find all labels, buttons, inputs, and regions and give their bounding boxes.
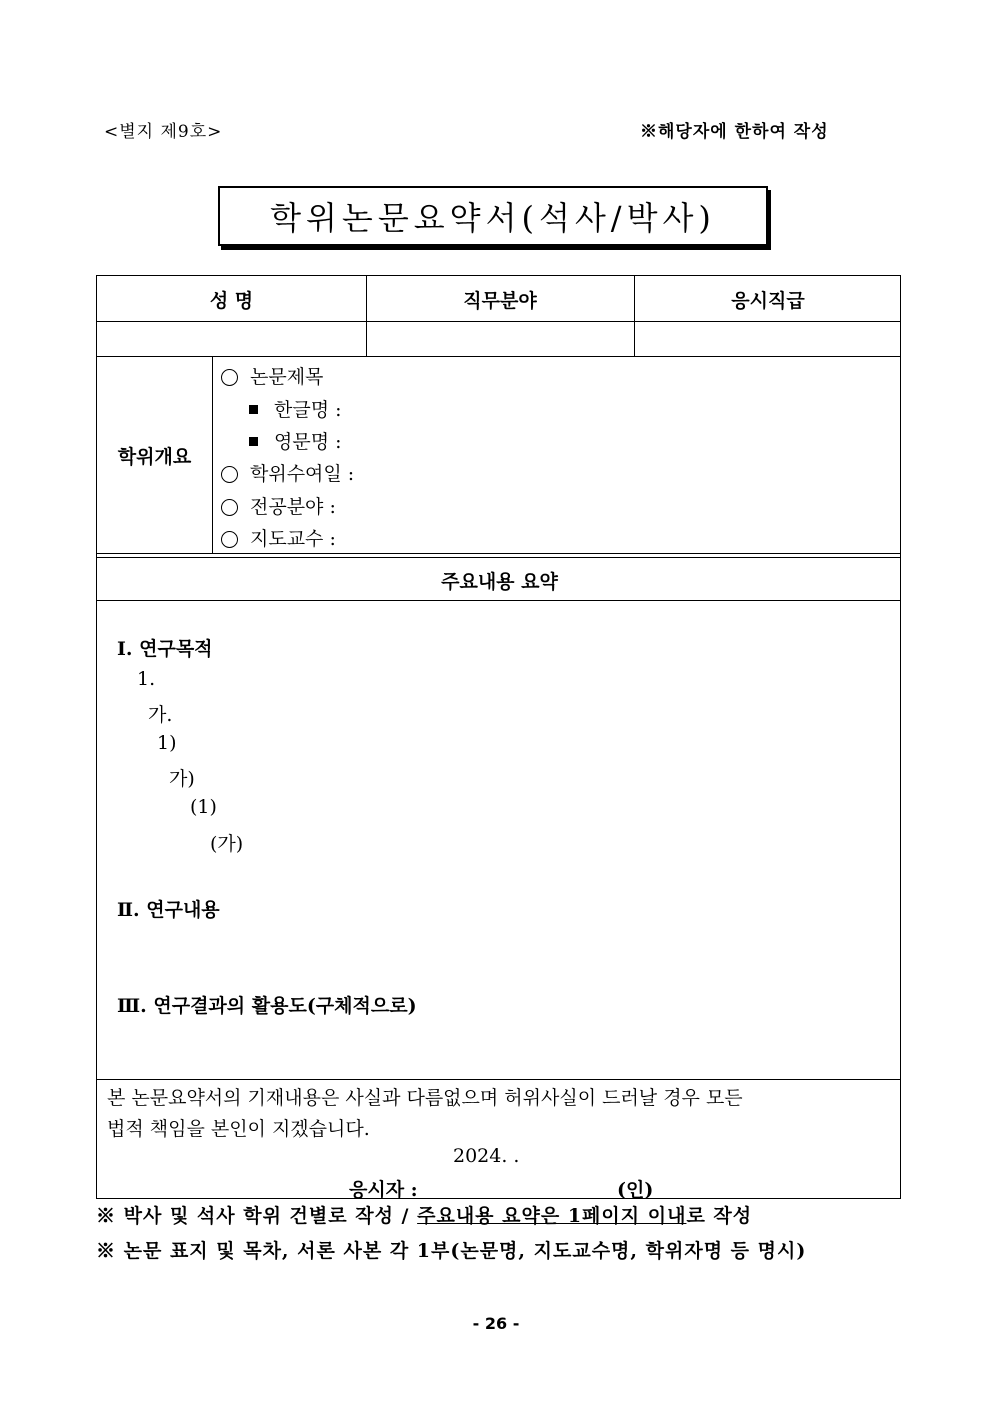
english-title-item: 영문명 :: [249, 427, 342, 454]
divider: [97, 356, 900, 357]
section-1-heading: Ⅰ. 연구목적: [117, 638, 213, 660]
grade-input-cell[interactable]: [635, 322, 901, 356]
outline-level-2: 가.: [148, 704, 173, 726]
name-input-cell[interactable]: [97, 322, 365, 356]
square-bullet-icon: [249, 405, 258, 414]
degree-date-item: 학위수여일 :: [221, 459, 354, 486]
footnote-1: ※ 박사 및 석사 학위 건별로 작성 / 주요내용 요약은 1페이지 이내로 작성: [96, 1205, 753, 1227]
divider: [97, 600, 900, 601]
grade-column-header: 응시직급: [731, 290, 805, 312]
circle-bullet-icon: [221, 466, 238, 483]
page-number: - 26 -: [472, 1314, 520, 1333]
field-input-cell[interactable]: [367, 322, 633, 356]
outline-level-6: (가): [210, 833, 244, 855]
outline-level-3: 1): [157, 732, 177, 754]
field-column-header: 직무분야: [463, 290, 537, 312]
korean-title-item: 한글명 :: [249, 395, 342, 422]
applicability-note: ※해당자에 한하여 작성: [640, 122, 829, 142]
signature-date: 2024. .: [453, 1145, 520, 1167]
footnote-2: ※ 논문 표지 및 목차, 서론 사본 각 1부(논문명, 지도교수명, 학위자명 등 명시): [96, 1240, 807, 1262]
name-column-header: 성 명: [209, 290, 254, 312]
declaration-text: 본 논문요약서의 기재내용은 사실과 다름없으며 허위사실이 드러날 경우 모든: [107, 1087, 743, 1109]
outline-level-5: (1): [190, 796, 217, 818]
overview-label: 학위개요: [117, 446, 192, 468]
advisor-item: 지도교수 :: [221, 524, 336, 551]
seal-label: (인): [617, 1179, 654, 1201]
circle-bullet-icon: [221, 369, 238, 386]
summary-form: [96, 275, 901, 1199]
page-title: 학위논문요약서(석사/박사): [218, 186, 768, 246]
circle-bullet-icon: [221, 499, 238, 516]
thesis-title-item: 논문제목: [221, 362, 323, 389]
applicant-label: 응시자 :: [349, 1179, 418, 1201]
section-2-heading: Ⅱ. 연구내용: [117, 899, 220, 921]
divider: [97, 1079, 900, 1080]
section-3-heading: Ⅲ. 연구결과의 활용도(구체적으로): [117, 995, 417, 1017]
form-number: <별지 제9호>: [104, 122, 223, 142]
outline-level-4: 가): [169, 768, 195, 790]
square-bullet-icon: [249, 437, 258, 446]
summary-header: 주요내용 요약: [441, 571, 558, 593]
divider: [212, 356, 213, 553]
circle-bullet-icon: [221, 531, 238, 548]
major-item: 전공분야 :: [221, 492, 336, 519]
outline-level-1: 1.: [137, 668, 156, 690]
divider: [97, 557, 900, 558]
declaration-text-2: 법적 책임을 본인이 지겠습니다.: [107, 1118, 370, 1140]
divider: [97, 553, 900, 554]
